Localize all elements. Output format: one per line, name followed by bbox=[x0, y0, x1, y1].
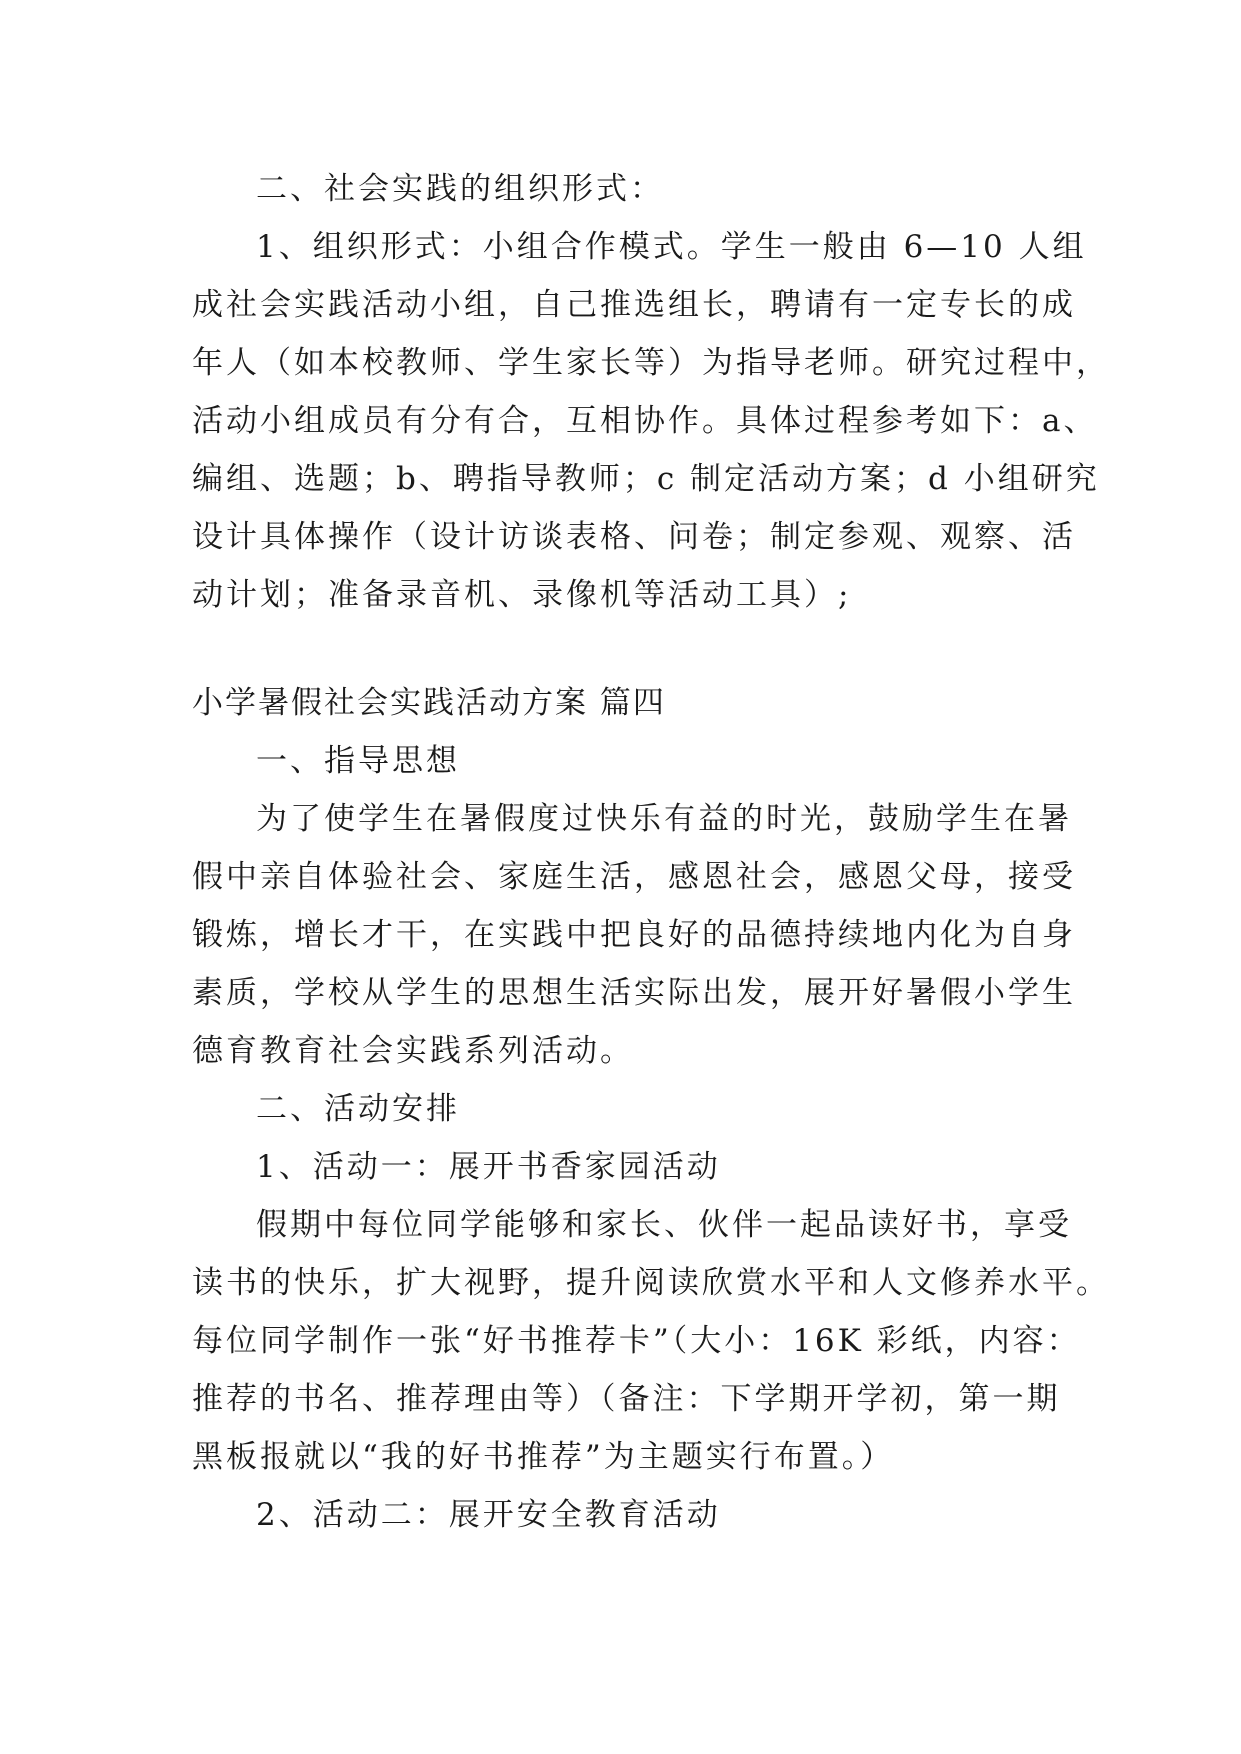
heading-activity-one: 1、活动一：展开书香家园活动 bbox=[256, 1149, 721, 1185]
paragraph-line: 成社会实践活动小组，自己推选组长，聘请有一定专长的成 bbox=[192, 287, 1076, 323]
heading-activity-arrangement: 二、活动安排 bbox=[256, 1091, 460, 1127]
document-title: 小学暑假社会实践活动方案 篇四 bbox=[192, 685, 666, 721]
paragraph-organization bbox=[192, 218, 1110, 624]
paragraph-line: 黑板报就以“我的好书推荐”为主题实行布置。） bbox=[192, 1439, 895, 1475]
paragraph-line: 素质，学校从学生的思想生活实际出发，展开好暑假小学生 bbox=[192, 975, 1076, 1011]
paragraph-line: 为了使学生在暑假度过快乐有益的时光，鼓励学生在暑 bbox=[256, 801, 1072, 837]
paragraph-line: 1、组织形式：小组合作模式。学生一般由 6—10 人组 bbox=[256, 229, 1087, 265]
section-plan-four bbox=[192, 674, 1058, 732]
section-guiding-thought bbox=[192, 732, 1076, 1080]
paragraph-line: 读书的快乐，扩大视野，提升阅读欣赏水平和人文修养水平。 bbox=[192, 1265, 1110, 1301]
paragraph-activity-one bbox=[192, 1196, 1110, 1486]
paragraph-line: 年人（如本校教师、学生家长等）为指导老师。研究过程中， bbox=[192, 345, 1110, 381]
section-organization bbox=[192, 160, 1110, 624]
heading-guiding-thought: 一、指导思想 bbox=[256, 743, 460, 779]
section-activity-arrangement bbox=[192, 1080, 1110, 1544]
document-body bbox=[192, 160, 1110, 1544]
paragraph-line: 活动小组成员有分有合，互相协作。具体过程参考如下：a、 bbox=[192, 403, 1098, 439]
heading-activity-two: 2、活动二：展开安全教育活动 bbox=[256, 1497, 721, 1533]
section-spacer bbox=[192, 624, 1058, 674]
paragraph-line: 动计划；准备录音机、录像机等活动工具）; bbox=[192, 577, 852, 613]
paragraph-line: 编组、选题；b、聘指导教师；c 制定活动方案；d 小组研究 bbox=[192, 461, 1100, 497]
heading-organization-form: 二、社会实践的组织形式： bbox=[256, 171, 664, 207]
paragraph-line: 假期中每位同学能够和家长、伙伴一起品读好书，享受 bbox=[256, 1207, 1072, 1243]
paragraph-line: 推荐的书名、推荐理由等）（备注：下学期开学初，第一期 bbox=[192, 1381, 1061, 1417]
paragraph-line: 锻炼，增长才干，在实践中把良好的品德持续地内化为自身 bbox=[192, 917, 1076, 953]
paragraph-line: 德育教育社会实践系列活动。 bbox=[192, 1033, 634, 1069]
paragraph-line: 假中亲自体验社会、家庭生活，感恩社会，感恩父母，接受 bbox=[192, 859, 1076, 895]
paragraph-line: 每位同学制作一张“好书推荐卡”（大小：16K 彩纸，内容： bbox=[192, 1323, 1081, 1359]
paragraph-guiding-thought bbox=[192, 790, 1076, 1080]
paragraph-line: 设计具体操作（设计访谈表格、问卷；制定参观、观察、活 bbox=[192, 519, 1076, 555]
